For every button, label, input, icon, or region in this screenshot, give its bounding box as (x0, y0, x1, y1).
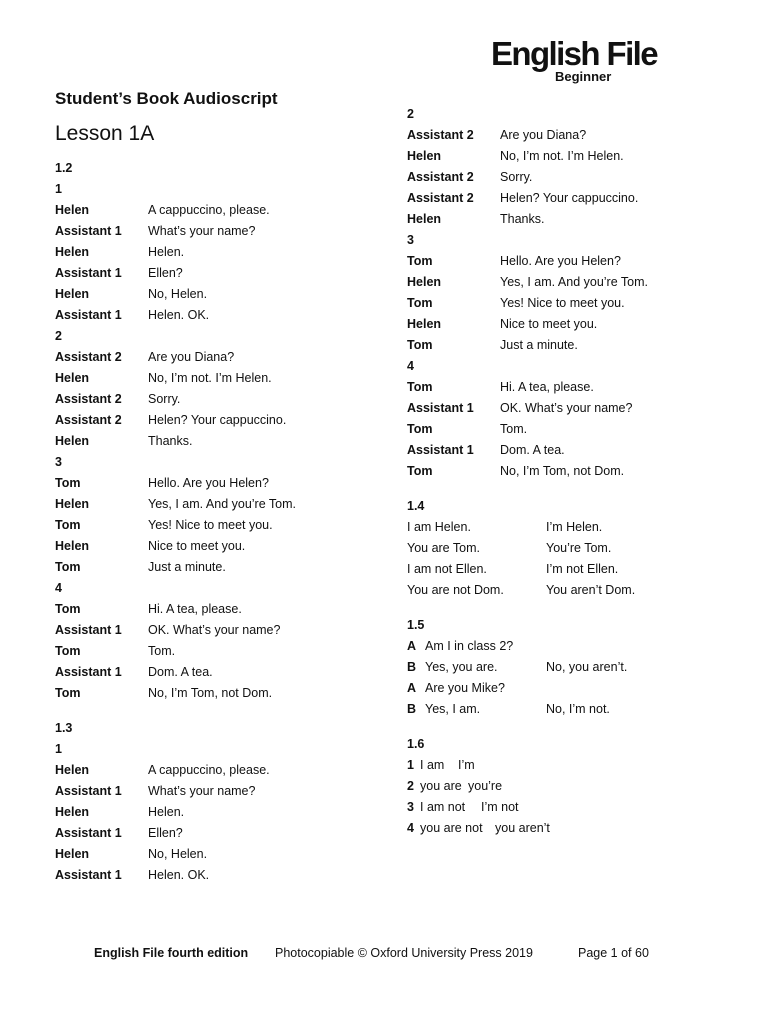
dialogue-line (55, 200, 375, 221)
negative-answer (546, 678, 727, 699)
dialogue-line (407, 335, 727, 356)
section-label: 1.4 (407, 499, 425, 513)
dialogue-text: Are you Diana? (148, 350, 235, 364)
footer-page-number: Page 1 of 60 (578, 946, 649, 960)
speaker-name: Tom (407, 338, 433, 352)
speaker-name: Tom (407, 296, 433, 310)
speaker-name: Assistant 2 (407, 191, 474, 205)
question-answer-row (407, 636, 727, 657)
dialogue-text: Helen? Your cappuccino. (148, 413, 287, 427)
dialogue-line (55, 557, 375, 578)
dialogue-text: Yes! Nice to meet you. (500, 296, 625, 310)
speaker-name: Assistant 1 (55, 665, 122, 679)
speaker-name: Assistant 2 (407, 128, 474, 142)
negative-answer: No, you aren’t. (546, 660, 628, 674)
item-number: 3 (407, 800, 414, 814)
speaker-name: Tom (55, 686, 81, 700)
dialogue-line (407, 419, 727, 440)
speaker-name: Assistant 2 (55, 413, 122, 427)
question-answer-row (407, 657, 727, 678)
speaker-name: Assistant 1 (55, 623, 122, 637)
dialogue-text: OK. What’s your name? (500, 401, 633, 415)
speaker-name: Tom (55, 560, 81, 574)
speaker-name: Helen (55, 287, 90, 301)
dialogue-text: Yes, I am. And you’re Tom. (148, 497, 296, 511)
speaker-name: Assistant 1 (407, 443, 474, 457)
page-footer (0, 946, 768, 966)
speaker-name: Assistant 1 (55, 868, 122, 882)
dialogue-text: Hi. A tea, please. (500, 380, 594, 394)
dialogue-text: Hi. A tea, please. (148, 602, 242, 616)
lesson-title: Lesson 1A (55, 122, 155, 145)
contracted-form: you’re (468, 779, 503, 793)
speaker-name: Assistant 2 (55, 392, 122, 406)
dialogue-text: Hello. Are you Helen? (148, 476, 269, 490)
dialogue-line (55, 347, 375, 368)
part-number: 4 (407, 359, 414, 373)
dialogue-text: Sorry. (148, 392, 181, 406)
footer-edition: English File fourth edition (94, 946, 249, 960)
speaker-name: Assistant 1 (55, 308, 122, 322)
dialogue-line (407, 440, 727, 461)
document-title: Student’s Book Audioscript (55, 89, 278, 108)
pronunciation-row (407, 755, 727, 776)
dialogue-line (55, 802, 375, 823)
dialogue-text: Yes, I am. And you’re Tom. (500, 275, 648, 289)
speaker-name: Assistant 2 (407, 170, 474, 184)
dialogue-text: Tom. (148, 644, 176, 658)
dialogue-line (55, 305, 375, 326)
full-form: I am not Ellen. (407, 562, 487, 576)
contracted-form: I’m not (481, 800, 519, 814)
dialogue-text: Helen. (148, 245, 185, 259)
dialogue-text: Are you Diana? (500, 128, 587, 142)
dialogue-text: Thanks. (148, 434, 193, 448)
dialogue-text: Helen. OK. (148, 868, 210, 882)
speaker-name: Assistant 1 (55, 266, 122, 280)
dialogue-line (55, 641, 375, 662)
dialogue-text: A cappuccino, please. (148, 203, 270, 217)
part-number: 3 (55, 455, 62, 469)
line-text: Am I in class 2? (425, 639, 514, 653)
dialogue-text: What’s your name? (148, 784, 256, 798)
full-form: you are (420, 779, 462, 793)
question-answer-row (407, 699, 727, 720)
dialogue-line (55, 263, 375, 284)
speaker-name: Helen (55, 805, 90, 819)
speaker-name: Assistant 1 (55, 826, 122, 840)
dialogue-line (55, 431, 375, 452)
contraction-row (407, 559, 727, 580)
negative-answer (546, 636, 727, 657)
dialogue-text: Thanks. (500, 212, 545, 226)
dialogue-line (55, 221, 375, 242)
dialogue-text: Nice to meet you. (148, 539, 246, 553)
question-answer-row (407, 678, 727, 699)
dialogue-line (55, 844, 375, 865)
dialogue-text: What’s your name? (148, 224, 256, 238)
pronunciation-row (407, 797, 727, 818)
full-form: You are not Dom. (407, 583, 504, 597)
contracted-form: You aren’t Dom. (546, 583, 636, 597)
part-number: 4 (55, 581, 62, 595)
speaker-letter: A (407, 681, 417, 695)
line-text: Are you Mike? (425, 681, 505, 695)
contracted-form: I’m not Ellen. (546, 562, 619, 576)
dialogue-line (407, 272, 727, 293)
dialogue-line (55, 242, 375, 263)
dialogue-line (55, 284, 375, 305)
full-form: I am not (420, 800, 466, 814)
dialogue-line (55, 662, 375, 683)
speaker-name: Tom (55, 644, 81, 658)
dialogue-line (55, 536, 375, 557)
speaker-name: Helen (55, 245, 90, 259)
speaker-name: Tom (407, 422, 433, 436)
dialogue-text: Hello. Are you Helen? (500, 254, 621, 268)
contracted-form: You’re Tom. (546, 541, 612, 555)
left-column (55, 158, 375, 886)
dialogue-text: Yes! Nice to meet you. (148, 518, 273, 532)
dialogue-text: Dom. A tea. (148, 665, 213, 679)
part-number: 2 (407, 107, 414, 121)
speaker-name: Helen (55, 203, 90, 217)
speaker-name: Helen (55, 763, 90, 777)
dialogue-line (55, 823, 375, 844)
speaker-name: Tom (407, 380, 433, 394)
item-number: 1 (407, 758, 414, 772)
contracted-form: I’m Helen. (546, 520, 603, 534)
part-number: 1 (55, 182, 62, 196)
speaker-name: Helen (55, 497, 90, 511)
dialogue-text: Helen. (148, 805, 185, 819)
dialogue-line (407, 188, 727, 209)
dialogue-line (407, 398, 727, 419)
speaker-name: Helen (55, 434, 90, 448)
section-label: 1.3 (55, 721, 73, 735)
contracted-form: you aren’t (495, 821, 550, 835)
dialogue-line (55, 599, 375, 620)
speaker-name: Tom (55, 602, 81, 616)
dialogue-text: No, I’m not. I’m Helen. (500, 149, 624, 163)
dialogue-text: Just a minute. (500, 338, 578, 352)
item-number: 2 (407, 779, 414, 793)
dialogue-line (407, 293, 727, 314)
negative-answer: No, I’m not. (546, 702, 610, 716)
logo-subtitle: Beginner (555, 69, 612, 84)
dialogue-line (407, 461, 727, 482)
dialogue-text: Dom. A tea. (500, 443, 565, 457)
logo-title: English File (491, 35, 657, 72)
speaker-name: Helen (55, 847, 90, 861)
dialogue-line (55, 410, 375, 431)
part-number: 1 (55, 742, 62, 756)
dialogue-line (407, 251, 727, 272)
speaker-name: Tom (407, 254, 433, 268)
dialogue-line (55, 473, 375, 494)
dialogue-line (407, 377, 727, 398)
english-file-logo (491, 34, 671, 84)
speaker-name: Assistant 2 (55, 350, 122, 364)
speaker-letter: A (407, 639, 417, 653)
dialogue-text: No, I’m Tom, not Dom. (500, 464, 625, 478)
line-text: Yes, you are. (425, 660, 498, 674)
speaker-name: Tom (407, 464, 433, 478)
speaker-name: Helen (407, 212, 442, 226)
speaker-name: Assistant 1 (55, 784, 122, 798)
dialogue-text: Helen? Your cappuccino. (500, 191, 639, 205)
part-number: 3 (407, 233, 414, 247)
speaker-letter: B (407, 702, 417, 716)
dialogue-text: Sorry. (500, 170, 533, 184)
speaker-name: Assistant 1 (55, 224, 122, 238)
dialogue-text: No, I’m Tom, not Dom. (148, 686, 273, 700)
pronunciation-row (407, 818, 727, 839)
full-form: I am (420, 758, 445, 772)
speaker-name: Helen (407, 317, 442, 331)
contraction-row (407, 580, 727, 601)
dialogue-text: No, I’m not. I’m Helen. (148, 371, 272, 385)
speaker-name: Tom (55, 518, 81, 532)
dialogue-text: OK. What’s your name? (148, 623, 281, 637)
contraction-row (407, 538, 727, 559)
dialogue-line (55, 389, 375, 410)
dialogue-text: Ellen? (148, 266, 183, 280)
dialogue-line (407, 167, 727, 188)
full-form: you are not (420, 821, 483, 835)
dialogue-line (55, 781, 375, 802)
dialogue-line (55, 368, 375, 389)
dialogue-text: Just a minute. (148, 560, 226, 574)
right-column (407, 104, 727, 839)
dialogue-line (55, 865, 375, 886)
contracted-form: I’m (458, 758, 475, 772)
item-number: 4 (407, 821, 414, 835)
part-number: 2 (55, 329, 62, 343)
dialogue-line (407, 209, 727, 230)
dialogue-text: Helen. OK. (148, 308, 210, 322)
dialogue-line (407, 146, 727, 167)
dialogue-text: No, Helen. (148, 847, 208, 861)
dialogue-text: No, Helen. (148, 287, 208, 301)
dialogue-text: Ellen? (148, 826, 183, 840)
section-label: 1.5 (407, 618, 425, 632)
section-label: 1.6 (407, 737, 425, 751)
dialogue-line (407, 314, 727, 335)
dialogue-text: Tom. (500, 422, 528, 436)
dialogue-line (55, 494, 375, 515)
contraction-row (407, 517, 727, 538)
dialogue-line (55, 760, 375, 781)
speaker-letter: B (407, 660, 417, 674)
speaker-name: Helen (407, 275, 442, 289)
footer-copyright: Photocopiable © Oxford University Press 2019 (275, 946, 533, 960)
speaker-name: Tom (55, 476, 81, 490)
dialogue-line (55, 620, 375, 641)
speaker-name: Helen (55, 539, 90, 553)
dialogue-line (55, 683, 375, 704)
dialogue-line (55, 515, 375, 536)
speaker-name: Assistant 1 (407, 401, 474, 415)
line-text: Yes, I am. (425, 702, 481, 716)
speaker-name: Helen (407, 149, 442, 163)
full-form: You are Tom. (407, 541, 480, 555)
full-form: I am Helen. (407, 520, 471, 534)
dialogue-text: Nice to meet you. (500, 317, 598, 331)
dialogue-line (407, 125, 727, 146)
speaker-name: Helen (55, 371, 90, 385)
dialogue-text: A cappuccino, please. (148, 763, 270, 777)
section-label: 1.2 (55, 161, 73, 175)
pronunciation-row (407, 776, 727, 797)
